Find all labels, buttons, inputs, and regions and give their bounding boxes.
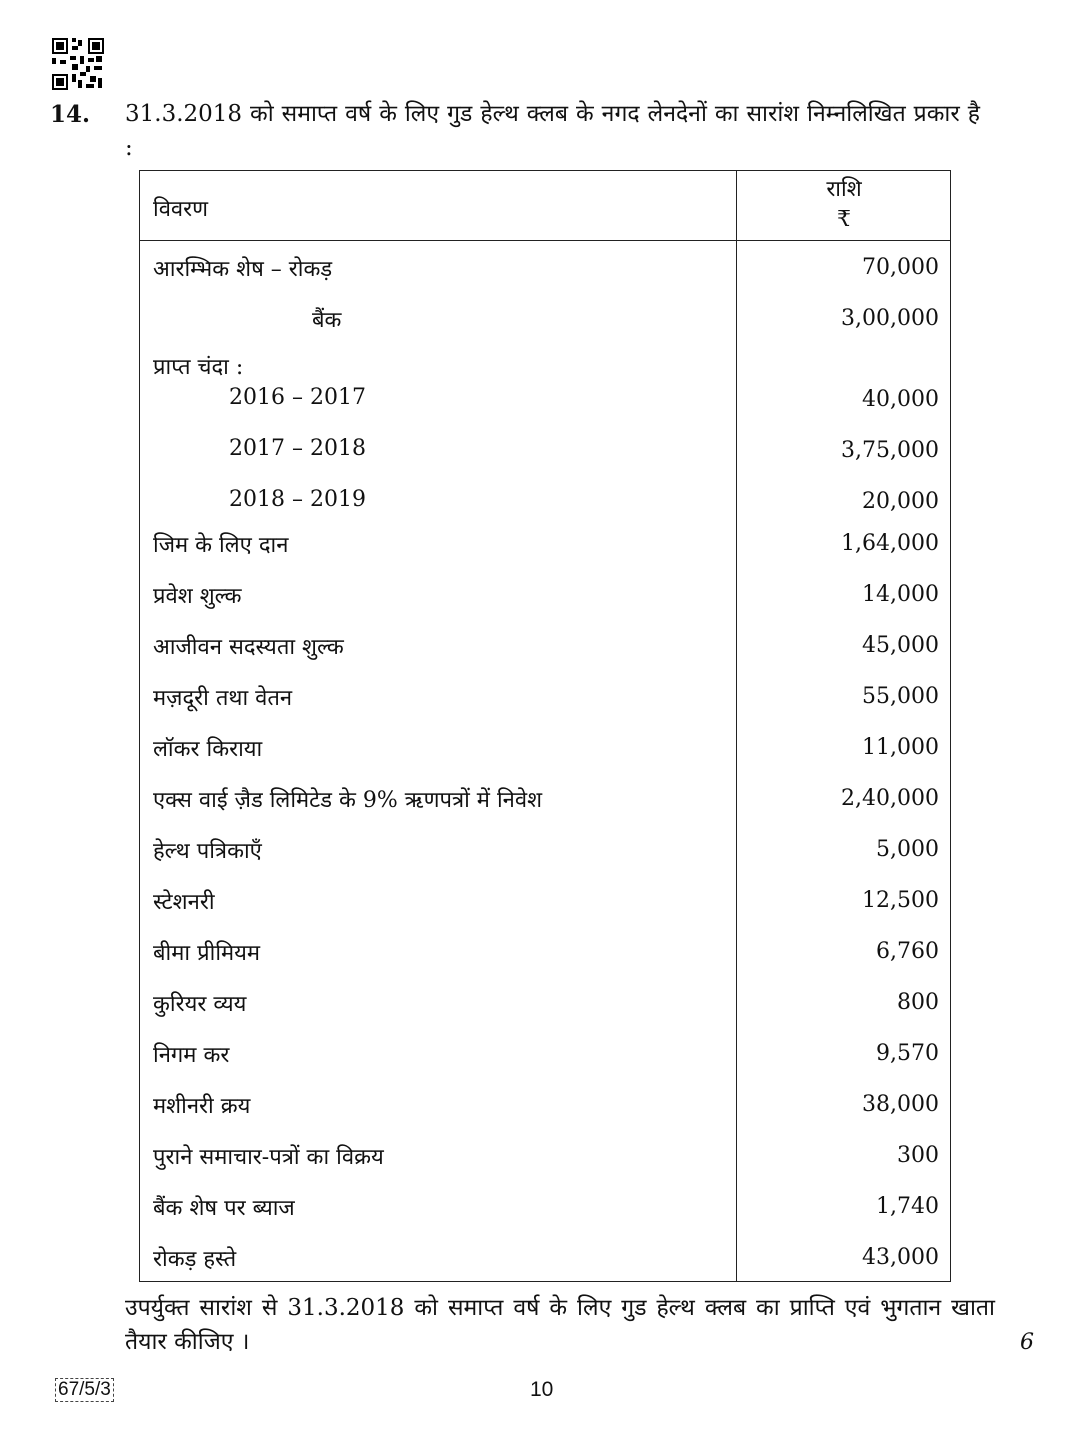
row-amount: 12,500 <box>862 888 939 913</box>
row-description: बैंक <box>312 308 342 333</box>
table-row <box>140 682 950 712</box>
row-amount: 3,75,000 <box>841 438 939 463</box>
row-description: रोकड़ हस्ते <box>153 1247 237 1272</box>
table-row <box>140 529 950 559</box>
row-amount: 38,000 <box>862 1092 939 1117</box>
row-amount: 1,64,000 <box>841 531 939 556</box>
row-description: 2018 – 2019 <box>229 487 366 512</box>
header-amount-label: राशि <box>826 177 862 202</box>
table-row <box>140 988 950 1018</box>
table-row <box>140 835 950 865</box>
table-row <box>140 1090 950 1120</box>
row-description: निगम कर <box>153 1043 230 1068</box>
row-amount: 55,000 <box>862 684 939 709</box>
row-description: कुरियर व्यय <box>153 992 247 1017</box>
table-row <box>140 886 950 916</box>
header-amount <box>737 175 951 235</box>
row-description: बीमा प्रीमियम <box>153 941 261 966</box>
row-description: लॉकर किराया <box>153 737 263 762</box>
row-amount: 3,00,000 <box>841 306 939 331</box>
row-description: आजीवन सदस्यता शुल्क <box>153 635 344 660</box>
table-row <box>140 733 950 763</box>
row-amount: 43,000 <box>862 1245 939 1270</box>
table-row <box>140 1141 950 1171</box>
header-currency: ₹ <box>837 207 851 232</box>
row-amount: 11,000 <box>862 735 939 760</box>
instruction-text: उपर्युक्त सारांश से 31.3.2018 को समाप्त वर्ष के लिए गुड हेल्थ क्लब का प्राप्ति एवं भुगतान खाता तैयार कीजिए । <box>125 1295 995 1355</box>
row-description: 2016 – 2017 <box>229 385 366 410</box>
row-description: एक्स वाई ज़ैड लिमिटेड के 9% ऋणपत्रों में निवेश <box>153 788 543 813</box>
row-amount: 300 <box>897 1143 939 1168</box>
row-amount: 800 <box>897 990 939 1015</box>
question-text: 31.3.2018 को समाप्त वर्ष के लिए गुड हेल्थ क्लब के नगद लेनदेनों का सारांश निम्नलिखित प्रकार है : <box>125 101 980 161</box>
table-row <box>140 487 950 517</box>
table-row <box>140 784 950 814</box>
table-row <box>140 580 950 610</box>
row-amount: 45,000 <box>862 633 939 658</box>
question-number: 14. <box>50 101 91 128</box>
row-amount: 20,000 <box>862 489 939 514</box>
row-amount: 70,000 <box>862 255 939 280</box>
row-amount: 1,740 <box>876 1194 939 1219</box>
row-description: प्राप्त चंदा : <box>153 355 244 380</box>
row-description: पुराने समाचार-पत्रों का विक्रय <box>153 1145 384 1170</box>
row-amount: 2,40,000 <box>841 786 939 811</box>
row-description: 2017 – 2018 <box>229 436 366 461</box>
table-row <box>140 351 950 381</box>
row-description: हेल्थ पत्रिकाएँ <box>153 839 262 864</box>
row-description: प्रवेश शुल्क <box>153 584 242 609</box>
row-amount: 5,000 <box>876 837 939 862</box>
table-row <box>140 1243 950 1273</box>
marks: 6 <box>1020 1330 1034 1355</box>
row-amount: 40,000 <box>862 387 939 412</box>
table-row <box>140 253 950 283</box>
page-number: 10 <box>530 1378 554 1401</box>
row-amount: 9,570 <box>876 1041 939 1066</box>
table-row <box>140 937 950 967</box>
table-row <box>140 1192 950 1222</box>
table-row <box>140 385 950 415</box>
row-description: बैंक शेष पर ब्याज <box>153 1196 295 1221</box>
paper-code: 67/5/3 <box>55 1378 114 1402</box>
row-description: मज़दूरी तथा वेतन <box>153 686 293 711</box>
table-row <box>140 631 950 661</box>
header-description: विवरण <box>153 197 209 222</box>
table-row <box>140 1039 950 1069</box>
row-description: स्टेशनरी <box>153 890 215 915</box>
table-row <box>140 436 950 466</box>
row-amount: 14,000 <box>862 582 939 607</box>
row-amount: 6,760 <box>876 939 939 964</box>
row-description: मशीनरी क्रय <box>153 1094 251 1119</box>
row-description: जिम के लिए दान <box>153 533 289 558</box>
row-description: आरम्भिक शेष – रोकड़ <box>153 257 333 282</box>
table-row <box>140 304 950 334</box>
header-divider <box>140 240 950 241</box>
qr-code-icon <box>52 38 104 90</box>
cash-transactions-table <box>139 170 951 1282</box>
